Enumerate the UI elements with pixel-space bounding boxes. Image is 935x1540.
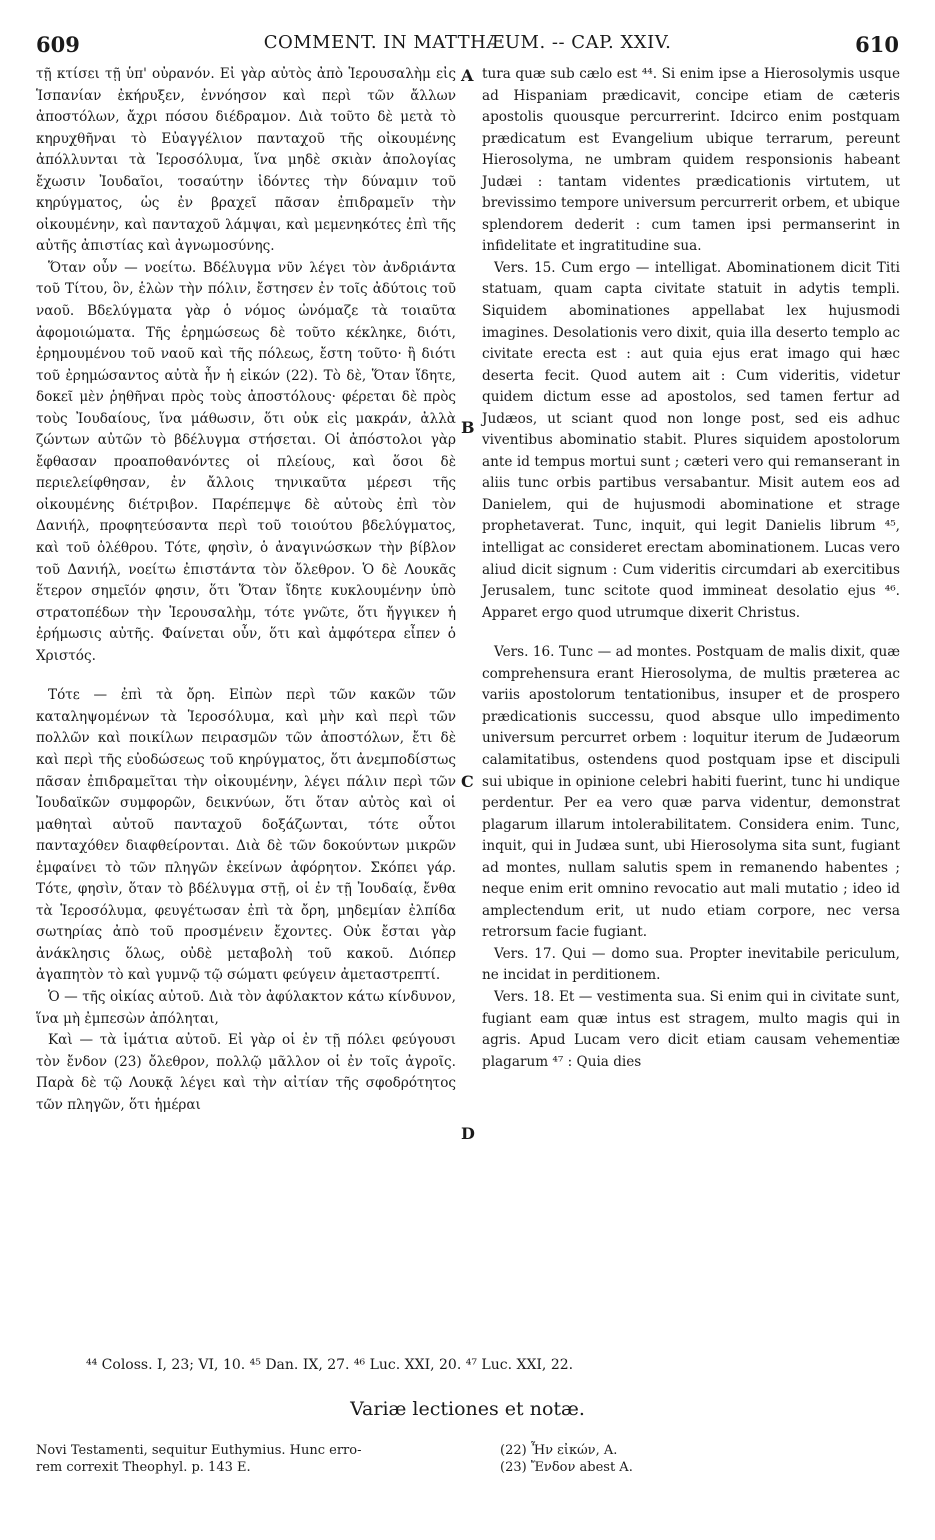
notes-right [500, 1442, 880, 1476]
note-line: (23) Ἔνδον abest A. [500, 1460, 633, 1475]
latin-paragraph: tura quæ sub cælo est ⁴⁴. Si enim ipse a Hierosolymis usque ad Hispaniam prædicavit, concipe etiam de cæteris apostolis quousque percurrerint. Idcirco enim postquam prædicatum est Evangelium ubique terrarum, pereunt Hierosolyma, ne umbram quidem responsionis habeant Judæi : tantam videntes prædicationis virtutem, ut brevissimo tempore universum percurrerit orbem, et ubique splendorem dederit : cum tamen ipsi permanserint in infidelitate et ingratitudine sua. [482, 66, 900, 255]
footnotes: ⁴⁴ Coloss. I, 23; VI, 10. ⁴⁵ Dan. IX, 27. ⁴⁶ Luc. XXI, 20. ⁴⁷ Luc. XXI, 22. [86, 1357, 574, 1373]
greek-paragraph: τῇ κτίσει τῇ ὑπ' οὐρανόν. Εἰ γὰρ αὐτὸς ἀπὸ Ἱερουσαλὴμ εἰς Ἱσπανίαν ἐκήρυξεν, ἐννόησον καὶ περὶ τῶν ἄλλων ἀποστόλων, ἄχρι πόσου διέδραμον. Διὰ τοῦτο δὲ μετὰ τὸ κηρυχθῆναι τὸ Εὐαγγέλιον πανταχοῦ τῆς οἰκουμένης ἀπόλλυνται τὰ Ἱεροσόλυμα, ἵνα μηδὲ σκιὰν ἀπολογίας ἔχωσιν Ἰουδαῖοι, τοσαύτην ἰδόντες τὴν δύναμιν τοῦ κηρύγματος, ὡς ἐν βραχεῖ πᾶσαν ἐπιδραμεῖν τὴν οἰκουμένην, καὶ πανταχοῦ λάμψαι, καὶ μεμενηκότες ἐπὶ τῆς αὐτῆς ἀπιστίας καὶ ἀγνωμοσύνης. [36, 66, 456, 255]
latin-column [482, 64, 900, 1073]
notes-left [36, 1442, 472, 1476]
page-number-left: 609 [36, 32, 80, 57]
greek-paragraph: Ὅταν οὖν — νοείτω. Βδέλυγμα νῦν λέγει τὸν ἀνδριάντα τοῦ Τίτου, ὃν, ἑλὼν τὴν πόλιν, ἔστησεν ἐν τοῖς ἀδύτοις τοῦ ναοῦ. Βδελύγματα γὰρ ὁ νόμος ὠνόμαζε τὰ τοιαῦτα ἀφομοιώματα. Τῆς ἐρημώσεως δὲ τοῦτο κέκληκε, διότι, ἐρημουμένου τοῦ ναοῦ καὶ τῆς πόλεως, ἔστη τοῦτο· ἢ διότι τοῦ ἐρημώσαντος αὐτὰ ἦν ἡ εἰκών (22). Τὸ δὲ, Ὅταν ἴδητε, δοκεῖ μὲν ῥηθῆναι πρὸς τοὺς ἀποστόλους· φέρεται δὲ πρὸς τοὺς Ἰουδαίους, ἵνα μάθωσιν, ὅτι οὐκ εἰς μακράν, ἀλλὰ ζώντων αὐτῶν τὸ βδέλυγμα στήσεται. Οἱ ἀπόστολοι γὰρ ἔφθασαν προαποθανόντες οἱ πλείους, καὶ ὅσοι δὲ περιελείφθησαν, ἐν ἄλλοις τηνικαῦτα μέρεσι τῆς οἰκουμένης διέτριβον. Παρέπεμψε δὲ αὐτοὺς ἐπὶ τὸν Δανιήλ, προφητεύσαντα περὶ τοῦ τοιούτου βδελύγματος, καὶ τοῦ ὀλέθρου. Τότε, φησὶν, ὁ ἀναγινώσκων τὴν βίβλον τοῦ Δανιήλ, νοείτω ἐπιστάντα τὸν ὄλεθρον. Ὁ δὲ Λουκᾶς ἕτερον σημεῖόν φησιν, ὅτι Ὅταν ἴδητε κυκλουμένην ὑπὸ στρατοπέδων τὴν Ἱερουσαλὴμ, τότε γνῶτε, ὅτι ἤγγικεν ἡ ἐρήμωσις αὐτῆς. Φαίνεται οὖν, ὅτι καὶ ἀμφότερα εἶπεν ὁ Χριστός. [36, 259, 456, 664]
greek-paragraph: Τότε — ἐπὶ τὰ ὄρη. Εἰπὼν περὶ τῶν κακῶν τῶν καταληψομένων τὰ Ἱεροσόλυμα, καὶ μὴν καὶ περὶ τῶν πολλῶν καὶ ποικίλων πειρασμῶν τῶν ἀποστόλων, ἔτι δὲ καὶ περὶ τῆς εὐοδώσεως τοῦ κηρύγματος, ὅτι ἀνεμποδίστως πᾶσαν ἐπιδραμεῖται τὴν οἰκουμένην, λέγει πάλιν περὶ τῶν Ἰουδαϊκῶν συμφορῶν, δεικνύων, ὅτι ὅταν αὐτὸς καὶ οἱ μαθηταὶ αὐτοῦ πανταχοῦ δοξάζωνται, τότε οὗτοι πανταχόθεν διαφθείρονται. Διὰ δὲ τῶν δοκούντων μικρῶν ἐμφαίνει τὸ τῶν πληγῶν ἐκείνων ἀφόρητον. Σκόπει γάρ. Τότε, φησὶν, ὅταν τὸ βδέλυγμα στῇ, οἱ ἐν τῇ Ἰουδαίᾳ, ἔνθα τὰ Ἱεροσόλυμα, φευγέτωσαν ἐπὶ τὰ ὄρη, μηδεμίαν ἐλπίδα σωτηρίας ἀπὸ τοῦ προσμένειν ἔχοντες. Οὐκ ἔσται γὰρ ἀνάκλησις ὅλως, οὐδὲ μεταβολὴ τοῦ κακοῦ. Διόπερ ἀγαπητὸν τὸ καὶ γυμνῷ τῷ σώματι φεύγειν ἀμεταστρεπτί. [36, 687, 456, 984]
latin-paragraph: Vers. 15. Cum ergo — intelligat. Abominationem dicit Titi statuam, quam capta civitate statuit in adytis templi. Siquidem abominationes appellabat lex hujusmodi imagines. Desolationis vero dixit, quia illa deserto templo ac civitate erecta est : aut quia ejus erat imago qui hæc deserta fecit. Quod autem ait : Cum videritis, videtur quidem dictum esse ad apostolos, sed tamen fertur ad Judæos, ut sciant quod non longe post, sed eis adhuc viventibus abominatio stabit. Plures siquidem apostolorum ante id tempus mortui sunt ; cæteri vero qui remanserant in aliis tunc orbis partibus versabantur. Misit autem eos ad Danielem, qui de hujusmodi abominatione et strage prophetaverat. Tunc, inquit, qui legit Danielis librum ⁴⁵, intelligat ac consideret erectam abominationem. Lucas vero aliud dicit signum : Cum videritis circumdari ab exercitibus Jerusalem, tunc scitote quod immineat desolatio ejus ⁴⁶. Apparet ergo quod utrumque dixerit Christus. [482, 259, 900, 621]
greek-column [36, 64, 456, 1116]
greek-paragraph: Ὁ — τῆς οἰκίας αὐτοῦ. Διὰ τὸν ἀφύλακτον κάτω κίνδυνον, ἵνα μὴ ἐμπεσὼν ἀπόληται, [36, 988, 456, 1027]
margin-letter-c: C [461, 772, 474, 791]
note-line: (22) Ἦν εἰκών, A. [500, 1443, 618, 1458]
latin-paragraph: Vers. 17. Qui — domo sua. Propter inevitabile periculum, ne incidat in perditionem. [482, 945, 900, 984]
variae-lectiones-title: Variæ lectiones et notæ. [350, 1398, 585, 1420]
margin-letter-d: D [461, 1124, 475, 1143]
margin-letter-a: A [461, 66, 474, 85]
running-header [36, 32, 899, 58]
note-line: Novi Testamenti, sequitur Euthymius. Hunc erro- [36, 1443, 362, 1458]
margin-letter-b: B [461, 418, 475, 437]
latin-paragraph: Vers. 16. Tunc — ad montes. Postquam de malis dixit, quæ comprehensura erant Hierosolyma, de multis præterea ac variis apostolorum tentationibus, insuper et de prospero prædicationis successu, quod absque ullo impedimento universum percurret orbem : loquitur iterum de Judæorum calamitatibus, ostendens quod postquam ipse et discipuli sui ubique in opinione celebri habiti fuerint, tunc hi undique perdentur. Per ea vero quæ parva videntur, demonstrat plagarum illarum intolerabilitatem. Considera enim. Tunc, inquit, qui in Judæa sunt, ubi Hierosolyma sita sunt, fugiant ad montes, nullam salutis spem in remanendo habentes ; neque enim erit omnino revocatio aut mali mutatio ; ideo id amplectendum erit, ut nudo etiam corpore, nec versa retrorsum facie fugiant. [482, 644, 900, 941]
greek-paragraph: Καὶ — τὰ ἱμάτια αὐτοῦ. Εἰ γὰρ οἱ ἐν τῇ πόλει φεύγουσι τὸν ἔνδον (23) ὄλεθρον, πολλῷ μᾶλλον οἱ ἐν τοῖς ἀγροῖς. Παρὰ δὲ τῷ Λουκᾷ λέγει καὶ τὴν αἰτίαν τῆς σφοδρότητος τῶν πληγῶν, ὅτι ἡμέραι [36, 1032, 456, 1113]
note-line: rem correxit Theophyl. p. 143 E. [36, 1460, 251, 1475]
latin-paragraph: Vers. 18. Et — vestimenta sua. Si enim qui in civitate sunt, fugiant eam quæ intus est stragem, multo magis qui in agris. Apud Lucam vero dicit etiam causam vehementiæ plagarum ⁴⁷ : Quia dies [482, 988, 900, 1070]
running-title: COMMENT. IN MATTHÆUM. -- CAP. XXIV. [263, 32, 672, 53]
page-number-right: 610 [855, 32, 899, 57]
